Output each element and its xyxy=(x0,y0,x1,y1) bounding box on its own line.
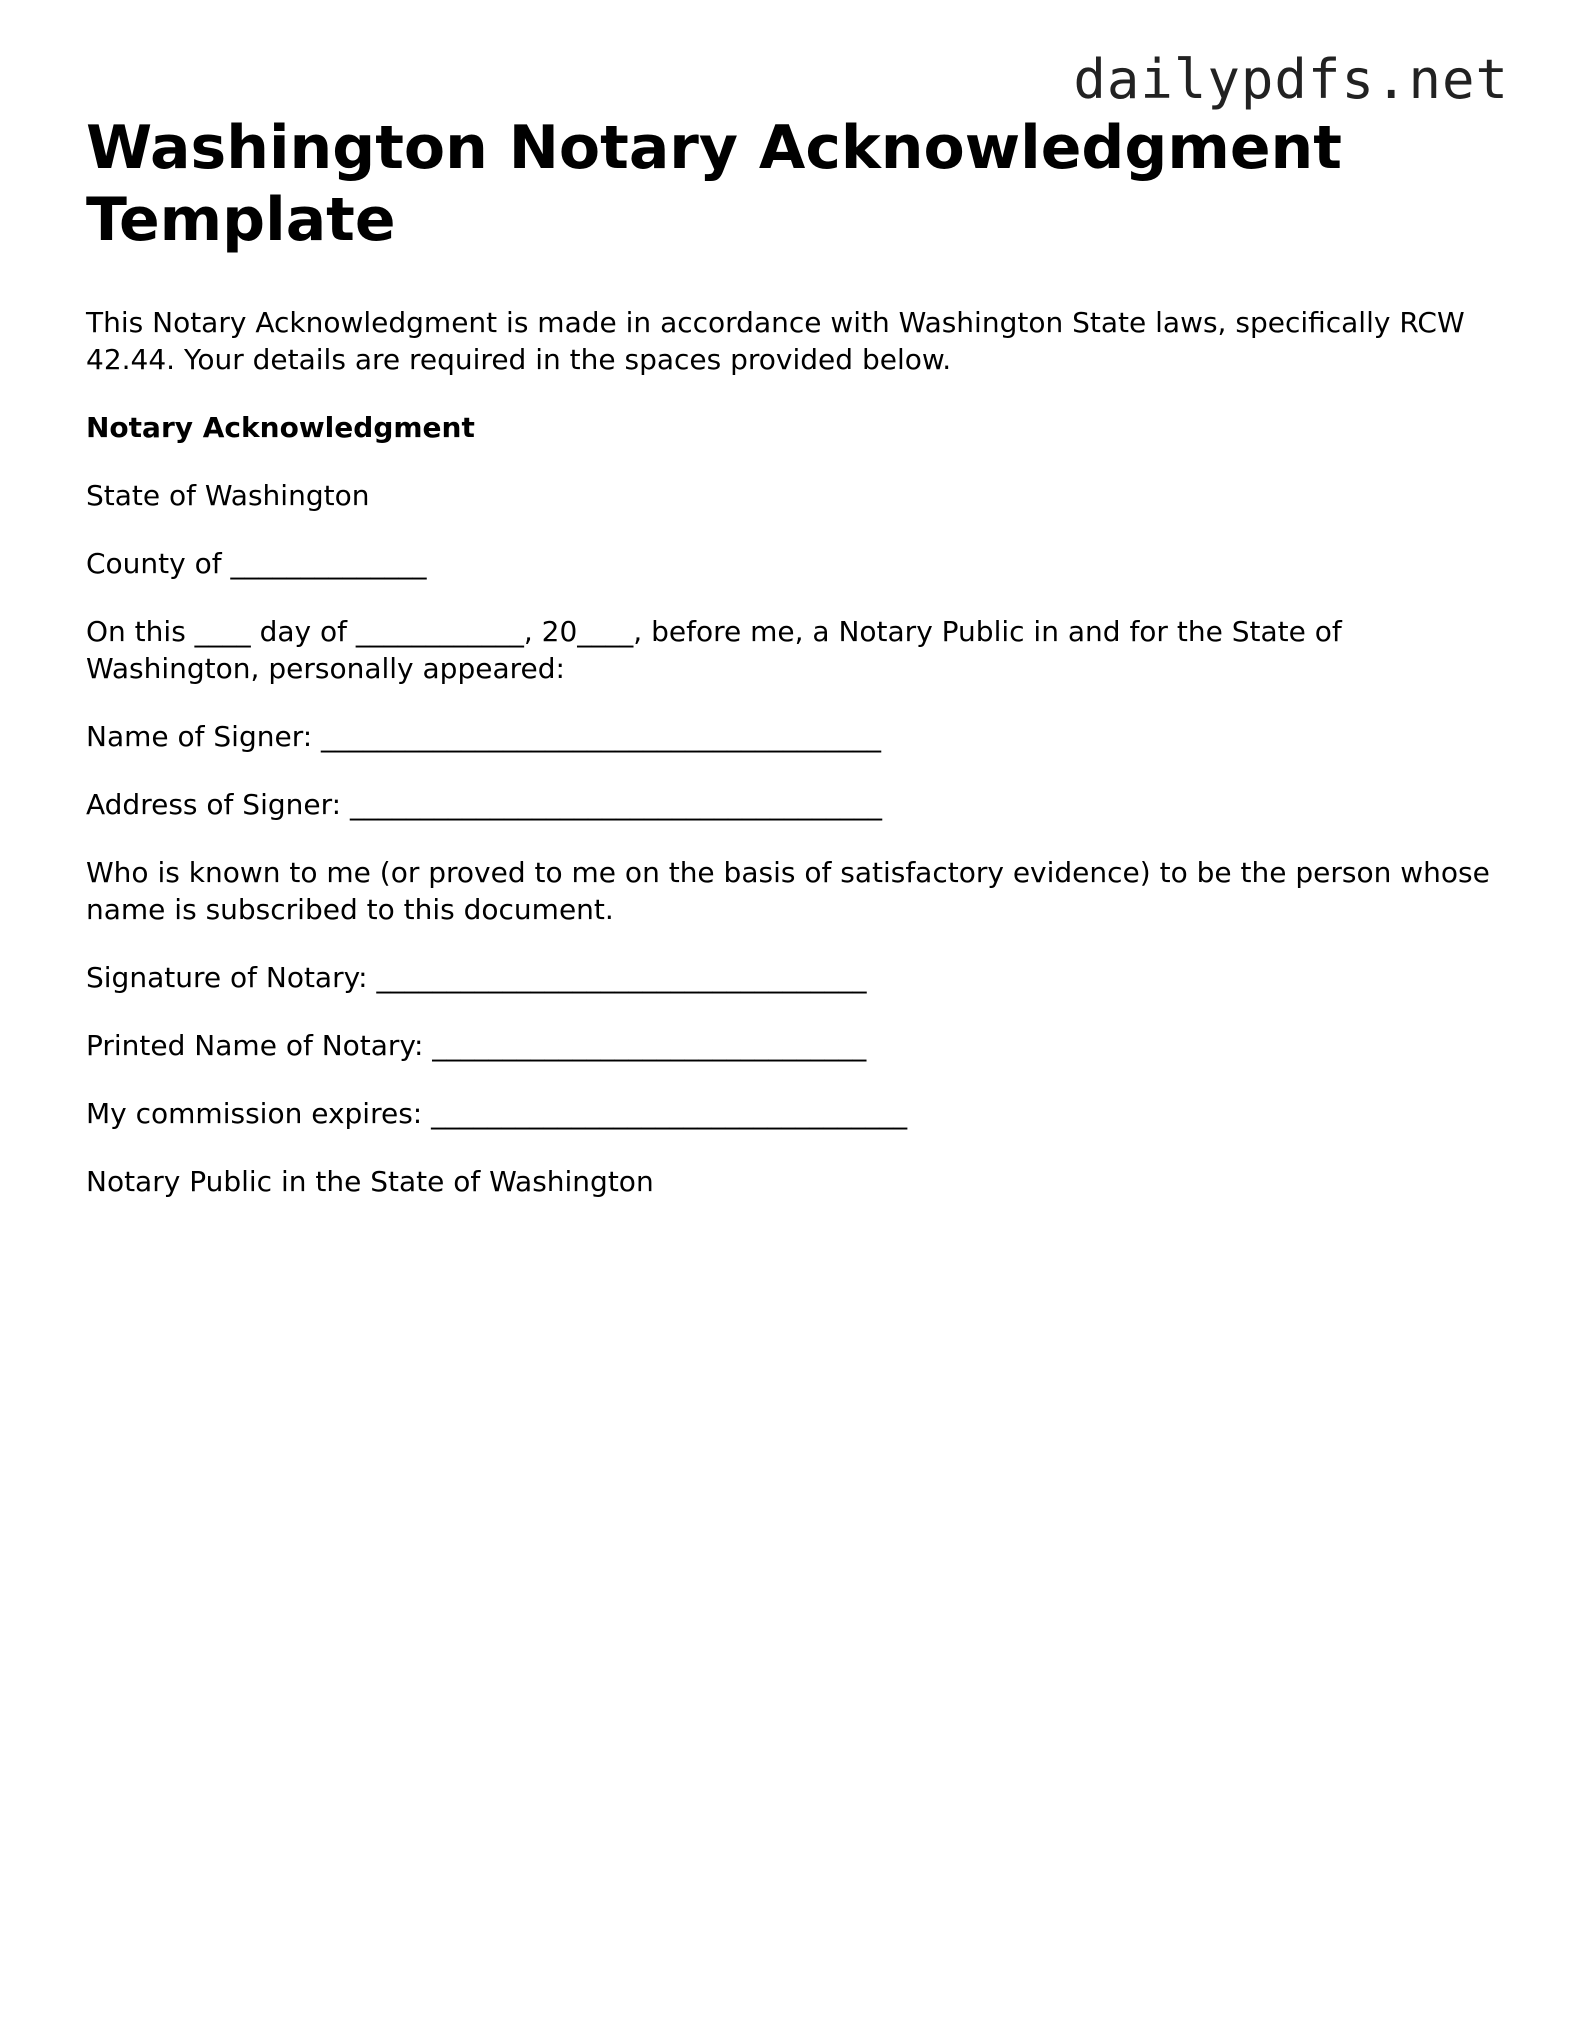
document-page xyxy=(86,112,1506,1231)
county-line: County of ______________ xyxy=(86,547,427,580)
signer-name-line: Name of Signer: ________________________________________ xyxy=(86,720,882,753)
document-title: Washington Notary Acknowledgment Template xyxy=(86,113,1342,255)
signer-address-line: Address of Signer: ______________________________________ xyxy=(86,788,882,821)
section-heading: Notary Acknowledgment xyxy=(86,411,475,444)
closing-line: Notary Public in the State of Washington xyxy=(86,1165,654,1198)
notary-printed-name-line: Printed Name of Notary: _______________________________ xyxy=(86,1029,867,1062)
known-to-me-paragraph: Who is known to me (or proved to me on the basis of satisfactory evidence) to be the person whose name is subscribed to this document. xyxy=(86,856,1499,926)
notary-signature-line: Signature of Notary: ___________________________________ xyxy=(86,961,867,994)
state-line: State of Washington xyxy=(86,479,370,512)
commission-expires-line: My commission expires: __________________________________ xyxy=(86,1097,908,1130)
intro-paragraph: This Notary Acknowledgment is made in accordance with Washington State laws, specifically RCW 42.44. Your details are required in the spaces provided below. xyxy=(86,306,1474,376)
date-line: On this ____ day of ____________, 20____, before me, a Notary Public in and for the State of Washington, personally appeared: xyxy=(86,615,1351,685)
watermark-text: dailypdfs.net xyxy=(1073,48,1509,111)
